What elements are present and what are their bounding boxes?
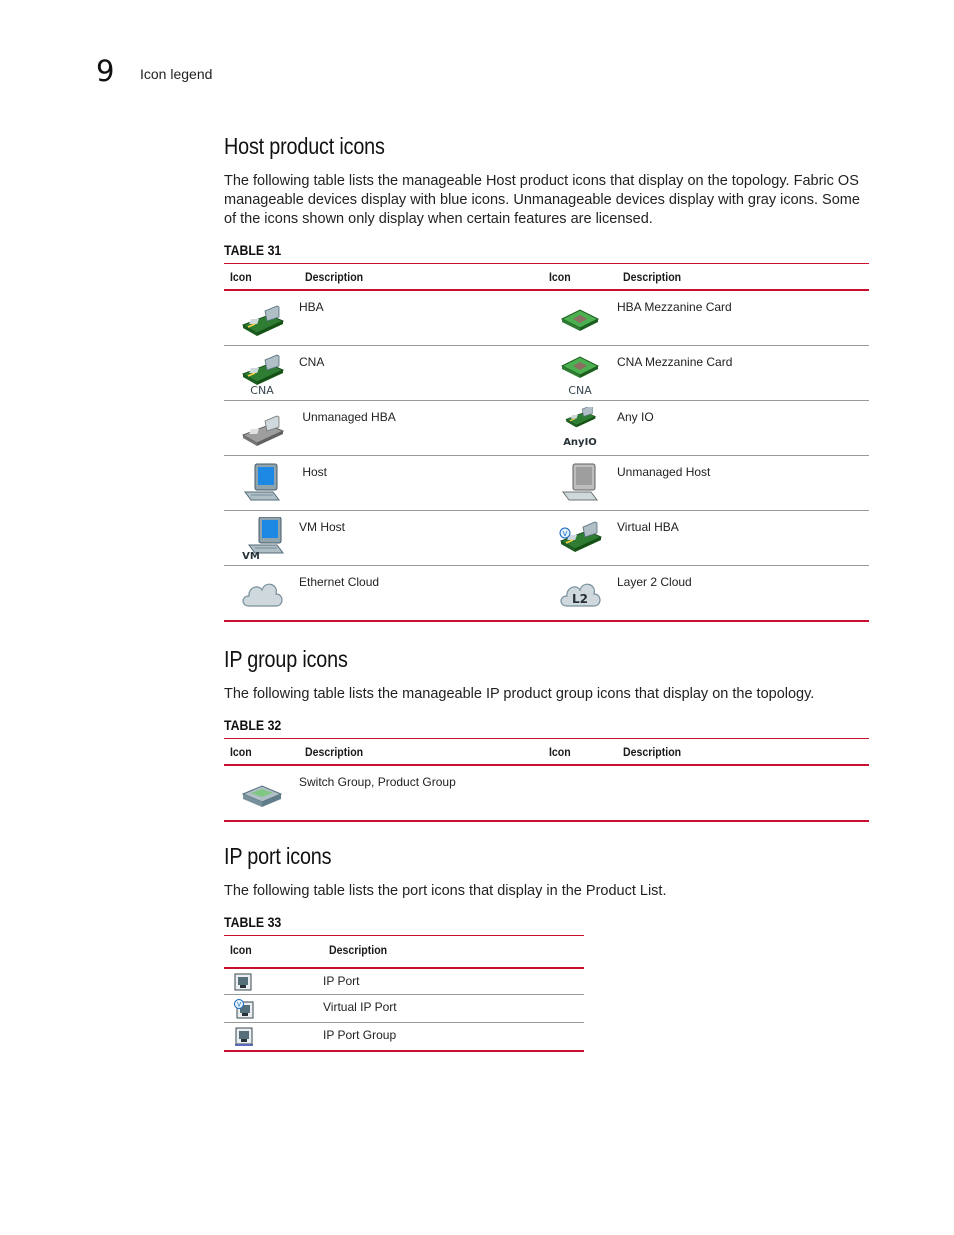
section-intro: The following table lists the port icons that display in the Product List. — [224, 883, 667, 899]
host-icons-table — [224, 263, 869, 622]
description-cell: Unmanaged HBA — [299, 401, 543, 456]
column-header: Description — [299, 264, 543, 291]
table-caption: TABLE 31 — [224, 242, 282, 258]
description-cell: IP Port — [323, 968, 584, 995]
description-cell: Unmanaged Host — [617, 456, 869, 511]
table-caption: TABLE 33 — [224, 914, 282, 930]
description-cell: Virtual HBA — [617, 511, 869, 566]
svg-text:L2: L2 — [572, 592, 588, 606]
switch-group-icon — [239, 772, 285, 816]
ip-port-icons-section — [224, 843, 869, 1052]
chapter-number: 9 — [96, 54, 115, 88]
description-cell: Ethernet Cloud — [299, 566, 543, 622]
ip-port-icon — [234, 973, 252, 991]
svg-text:V: V — [562, 530, 568, 538]
table-row — [224, 968, 584, 995]
column-header: Icon — [543, 264, 617, 291]
description-cell: CNA — [299, 346, 543, 401]
svg-text:CNA: CNA — [249, 384, 274, 396]
column-header: Icon — [224, 264, 299, 291]
svg-text:V: V — [236, 1001, 242, 1009]
description-cell: HBA Mezzanine Card — [617, 290, 869, 346]
description-cell: IP Port Group — [323, 1023, 584, 1052]
ip-port-group-icon — [234, 1027, 254, 1047]
table-row — [224, 511, 869, 566]
svg-text:VM: VM — [241, 551, 260, 561]
table-row — [224, 346, 869, 401]
column-header: Description — [617, 264, 869, 291]
column-header: Icon — [543, 739, 617, 766]
virtual-ip-port-icon — [234, 999, 254, 1019]
ip-group-icons-table — [224, 738, 869, 822]
table-caption: TABLE 32 — [224, 717, 282, 733]
hba-card-icon — [239, 297, 285, 341]
section-heading: Host product icons — [224, 133, 385, 159]
table-row — [224, 765, 869, 821]
description-cell: Switch Group, Product Group — [299, 765, 543, 821]
column-header: Description — [299, 739, 543, 766]
description-cell: Virtual IP Port — [323, 995, 584, 1023]
description-cell: VM Host — [299, 511, 543, 566]
description-cell: Host — [299, 456, 543, 511]
hba-mezzanine-card-icon — [557, 297, 603, 341]
column-header: Icon — [224, 936, 323, 969]
vm-host-icon — [239, 517, 285, 561]
unmanaged-hba-icon — [239, 407, 285, 451]
description-cell: Layer 2 Cloud — [617, 566, 869, 622]
ip-port-icons-table — [224, 935, 584, 1052]
table-row — [224, 1023, 584, 1052]
section-intro: The following table lists the manageable Host product icons that display on the topology. Fabric OS manageable devices display with blue icons. Unmanageable devices display with gray icons. Some of the icons shown only display when certain features are licensed. — [224, 173, 860, 227]
running-title: Icon legend — [140, 66, 213, 82]
section-heading: IP group icons — [224, 646, 348, 672]
description-cell — [617, 765, 869, 821]
description-cell: HBA — [299, 290, 543, 346]
layer2-cloud-icon — [557, 572, 603, 616]
svg-text:AnyIO: AnyIO — [563, 437, 597, 448]
table-row — [224, 290, 869, 346]
table-row — [224, 456, 869, 511]
cna-card-icon — [239, 352, 285, 396]
any-io-icon — [557, 407, 603, 451]
cna-mezzanine-card-icon — [557, 352, 603, 396]
column-header: Description — [617, 739, 869, 766]
unmanaged-host-icon — [557, 462, 603, 506]
section-heading: IP port icons — [224, 843, 332, 869]
ip-group-icons-section — [224, 646, 869, 822]
virtual-hba-icon — [557, 517, 603, 561]
section-intro: The following table lists the manageable IP product group icons that display on the topology. — [224, 686, 815, 702]
table-row — [224, 566, 869, 622]
host-product-icons-section — [224, 133, 869, 622]
description-cell: CNA Mezzanine Card — [617, 346, 869, 401]
table-row — [224, 995, 584, 1023]
svg-text:CNA: CNA — [568, 384, 592, 396]
ethernet-cloud-icon — [239, 572, 285, 616]
table-row — [224, 401, 869, 456]
description-cell: Any IO — [617, 401, 869, 456]
column-header: Icon — [224, 739, 299, 766]
column-header: Description — [323, 936, 584, 969]
host-computer-icon — [239, 462, 285, 506]
